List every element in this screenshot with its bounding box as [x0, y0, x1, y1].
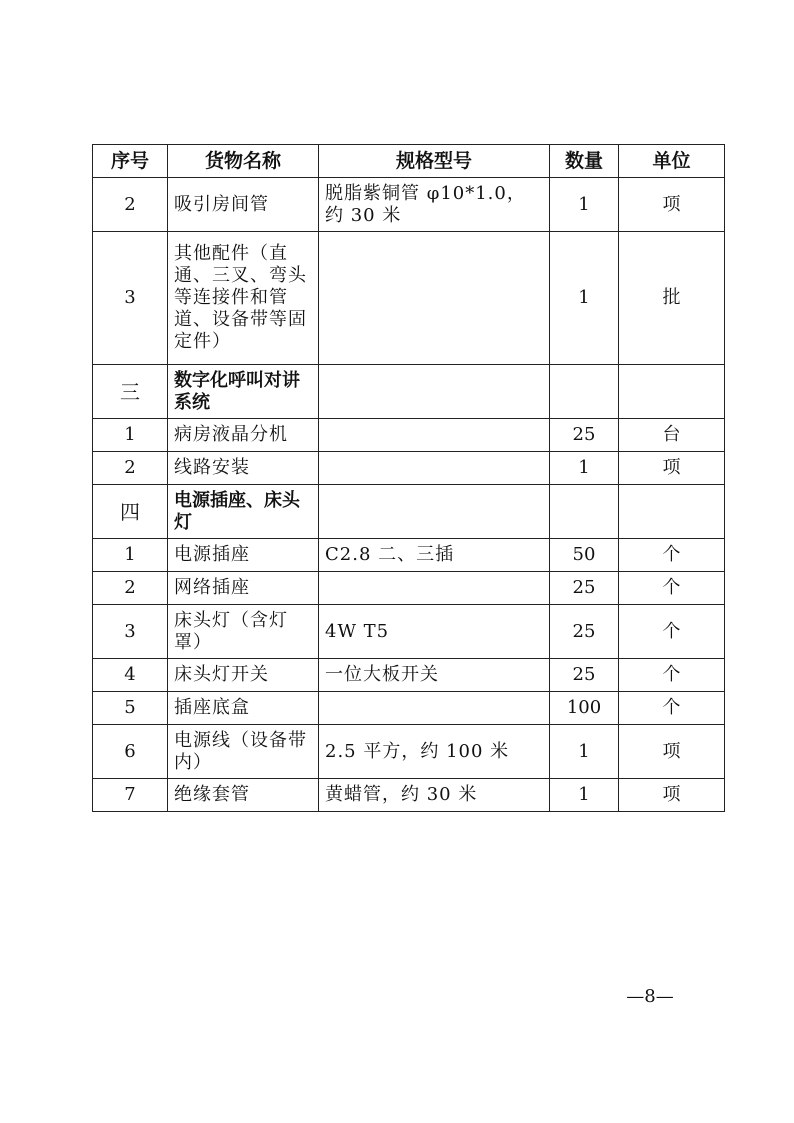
- cell-specification: [319, 452, 550, 485]
- table-header-row: [93, 145, 725, 178]
- cell-goods-name: 吸引房间管: [168, 178, 319, 232]
- cell-quantity: 25: [550, 605, 619, 659]
- cell-quantity: 25: [550, 572, 619, 605]
- cell-quantity: 25: [550, 659, 619, 692]
- cell-goods-name: 绝缘套管: [168, 779, 319, 812]
- cell-specification: [319, 419, 550, 452]
- cell-goods-name: 病房液晶分机: [168, 419, 319, 452]
- cell-unit: [619, 485, 725, 539]
- cell-goods-name: 床头灯开关: [168, 659, 319, 692]
- cell-serial-number: 3: [93, 605, 168, 659]
- section-number: 四: [93, 485, 168, 539]
- table-row: [93, 572, 725, 605]
- cell-specification: 一位大板开关: [319, 659, 550, 692]
- cell-quantity: 1: [550, 725, 619, 779]
- cell-specification: 4W T5: [319, 605, 550, 659]
- table-row: [93, 779, 725, 812]
- cell-quantity: 1: [550, 452, 619, 485]
- cell-serial-number: 1: [93, 539, 168, 572]
- cell-unit: [619, 365, 725, 419]
- cell-unit: 个: [619, 659, 725, 692]
- table-row: [93, 692, 725, 725]
- cell-specification: 2.5 平方，约 100 米: [319, 725, 550, 779]
- cell-serial-number: 4: [93, 659, 168, 692]
- cell-quantity: 1: [550, 779, 619, 812]
- cell-specification: C2.8 二、三插: [319, 539, 550, 572]
- cell-serial-number: 2: [93, 572, 168, 605]
- section-number: 三: [93, 365, 168, 419]
- header-unit: 单位: [619, 145, 725, 178]
- table-row: [93, 659, 725, 692]
- cell-specification: 脱脂紫铜管 φ10*1.0，约 30 米: [319, 178, 550, 232]
- table-row: [93, 419, 725, 452]
- section-row: [93, 485, 725, 539]
- cell-specification: [319, 232, 550, 365]
- cell-unit: 项: [619, 725, 725, 779]
- cell-unit: 项: [619, 779, 725, 812]
- table-row: [93, 232, 725, 365]
- goods-table: [92, 144, 725, 812]
- cell-serial-number: 1: [93, 419, 168, 452]
- cell-serial-number: 2: [93, 178, 168, 232]
- cell-goods-name: 网络插座: [168, 572, 319, 605]
- cell-specification: 黄蜡管，约 30 米: [319, 779, 550, 812]
- cell-specification: [319, 572, 550, 605]
- cell-goods-name: 线路安装: [168, 452, 319, 485]
- cell-goods-name: 电源插座: [168, 539, 319, 572]
- cell-serial-number: 7: [93, 779, 168, 812]
- table-row: [93, 725, 725, 779]
- cell-specification: [319, 485, 550, 539]
- cell-serial-number: 6: [93, 725, 168, 779]
- table-row: [93, 178, 725, 232]
- cell-goods-name: 床头灯（含灯罩）: [168, 605, 319, 659]
- cell-goods-name: 电源线（设备带内）: [168, 725, 319, 779]
- cell-unit: 批: [619, 232, 725, 365]
- cell-goods-name: 插座底盒: [168, 692, 319, 725]
- cell-quantity: 100: [550, 692, 619, 725]
- cell-unit: 项: [619, 178, 725, 232]
- cell-serial-number: 5: [93, 692, 168, 725]
- cell-serial-number: 3: [93, 232, 168, 365]
- cell-unit: 个: [619, 539, 725, 572]
- cell-quantity: [550, 485, 619, 539]
- table-row: [93, 539, 725, 572]
- page-number: —8—: [626, 986, 674, 1007]
- table-row: [93, 605, 725, 659]
- cell-quantity: 25: [550, 419, 619, 452]
- cell-unit: 个: [619, 572, 725, 605]
- header-specification: 规格型号: [319, 145, 550, 178]
- section-title: 电源插座、床头灯: [168, 485, 319, 539]
- cell-quantity: 1: [550, 232, 619, 365]
- section-title: 数字化呼叫对讲系统: [168, 365, 319, 419]
- cell-quantity: 50: [550, 539, 619, 572]
- cell-specification: [319, 692, 550, 725]
- header-quantity: 数量: [550, 145, 619, 178]
- table-row: [93, 452, 725, 485]
- cell-quantity: [550, 365, 619, 419]
- section-row: [93, 365, 725, 419]
- cell-quantity: 1: [550, 178, 619, 232]
- header-goods-name: 货物名称: [168, 145, 319, 178]
- cell-unit: 个: [619, 605, 725, 659]
- cell-unit: 个: [619, 692, 725, 725]
- cell-goods-name: 其他配件（直通、三叉、弯头等连接件和管道、设备带等固定件）: [168, 232, 319, 365]
- cell-specification: [319, 365, 550, 419]
- cell-unit: 台: [619, 419, 725, 452]
- cell-unit: 项: [619, 452, 725, 485]
- header-serial-number: 序号: [93, 145, 168, 178]
- cell-serial-number: 2: [93, 452, 168, 485]
